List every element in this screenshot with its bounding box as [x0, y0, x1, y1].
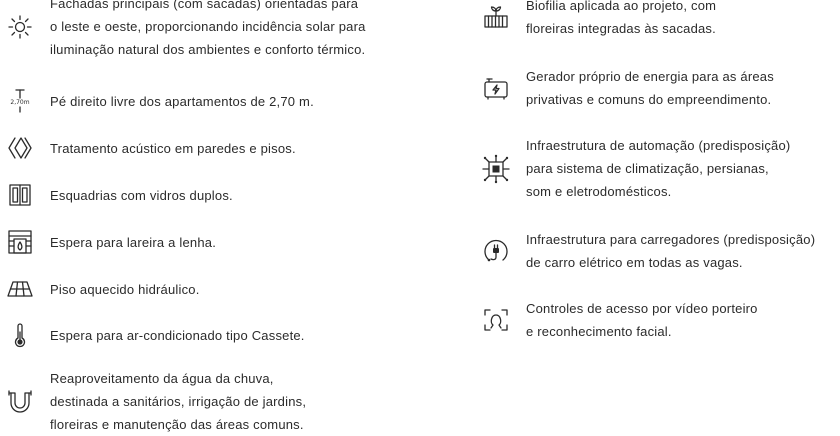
feature-text: Infraestrutura para carregadores (predisposição) de carro elétrico em todas as vagas.: [526, 232, 816, 270]
sun-icon: [5, 12, 35, 42]
feature-item-thermometer: [5, 320, 305, 350]
feature-item-ev-charging: [481, 228, 815, 274]
face-id-icon: [481, 305, 511, 335]
water-pipe-icon: [5, 387, 35, 417]
thermometer-icon: [5, 320, 35, 350]
ev-plug-icon: [481, 236, 511, 266]
feature-text: Gerador próprio de energia para as áreas privativas e comuns do empreendimento.: [526, 69, 774, 107]
feature-item-biophilia: [481, 0, 716, 40]
feature-item-window: [5, 180, 233, 210]
feature-item-fireplace: [5, 227, 216, 257]
feature-text: Biofilia aplicada ao projeto, com floreiras integradas às sacadas.: [526, 0, 717, 36]
feature-text: Piso aquecido hidráulico.: [50, 281, 200, 297]
feature-text: Fachadas principais (com sacadas) orientadas para o leste e oeste, proporcionando incidência solar para iluminação natural dos ambientes e conforto térmico.: [50, 0, 366, 57]
generator-icon: [481, 73, 511, 103]
feature-text: Tratamento acústico em paredes e pisos.: [50, 140, 296, 156]
feature-item-automation: [481, 134, 790, 203]
feature-item-heated-floor: [5, 274, 200, 304]
ceiling-height-icon: [5, 86, 35, 116]
feature-item-water-reuse: [5, 367, 306, 436]
feature-item-access-control: [481, 297, 758, 343]
feature-item-acoustic: [5, 133, 296, 163]
feature-text: Controles de acesso por vídeo porteiro e reconhecimento facial.: [526, 301, 758, 339]
ceiling-height-label: 2,70m: [10, 99, 30, 106]
acoustic-icon: [5, 133, 35, 163]
fireplace-icon: [5, 227, 35, 257]
feature-item-sun: [5, 0, 366, 61]
window-icon: [5, 180, 35, 210]
feature-text: Espera para lareira a lenha.: [50, 234, 217, 250]
heated-floor-icon: [5, 274, 35, 304]
chip-icon: [481, 154, 511, 184]
planter-icon: [481, 2, 511, 32]
feature-text: Esquadrias com vidros duplos.: [50, 187, 233, 203]
feature-item-generator: [481, 65, 774, 111]
feature-item-ceiling-height: [5, 86, 314, 116]
feature-text: Espera para ar-condicionado tipo Cassete.: [50, 327, 305, 343]
feature-text: Infraestrutura de automação (predisposição) para sistema de climatização, persianas, som e eletrodomésticos.: [526, 138, 791, 199]
feature-text: Pé direito livre dos apartamentos de 2,70 m.: [50, 93, 314, 109]
feature-text: Reaproveitamento da água da chuva, destinada a sanitários, irrigação de jardins, floreiras e manutenção das áreas comuns.: [50, 371, 307, 432]
